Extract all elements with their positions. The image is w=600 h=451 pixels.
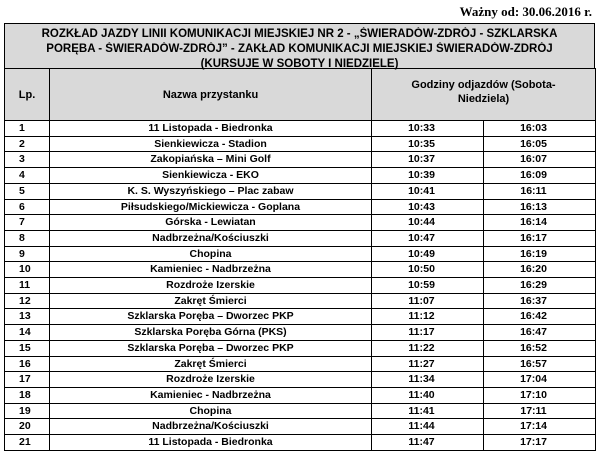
departure-time-2: 16:29 <box>484 278 596 294</box>
departure-time-2: 16:11 <box>484 183 596 199</box>
departure-time-1: 10:43 <box>372 199 484 215</box>
row-number: 4 <box>5 168 50 184</box>
departure-time-1: 10:37 <box>372 152 484 168</box>
departure-time-1: 10:33 <box>372 121 484 137</box>
stop-name: Szklarska Poręba – Dworzec PKP <box>50 340 372 356</box>
table-row <box>5 309 596 325</box>
departure-time-2: 16:07 <box>484 152 596 168</box>
timetable-table <box>4 68 596 451</box>
header-times-line-2: Niedziela) <box>457 93 510 105</box>
departure-time-2: 16:19 <box>484 246 596 262</box>
departure-time-2: 17:11 <box>484 403 596 419</box>
departure-time-2: 17:17 <box>484 435 596 451</box>
stop-name: Szklarska Poręba – Dworzec PKP <box>50 309 372 325</box>
stop-name: Szklarska Poręba Górna (PKS) <box>50 325 372 341</box>
departure-time-1: 10:47 <box>372 230 484 246</box>
table-row <box>5 121 596 137</box>
departure-time-2: 16:37 <box>484 293 596 309</box>
stop-name: 11 Listopada - Biedronka <box>50 121 372 137</box>
row-number: 5 <box>5 183 50 199</box>
table-row <box>5 325 596 341</box>
row-number: 9 <box>5 246 50 262</box>
row-number: 2 <box>5 136 50 152</box>
departure-time-1: 10:50 <box>372 262 484 278</box>
stop-name: Chopina <box>50 246 372 262</box>
table-row <box>5 199 596 215</box>
title-line-2: PORĘBA - ŚWIERADÓW-ZDRÓJ” - ZAKŁAD KOMUNIKACJI MIEJSKIEJ ŚWIERADÓW-ZDRÓJ <box>46 43 553 55</box>
departure-time-2: 17:04 <box>484 372 596 388</box>
timetable-document <box>4 23 595 451</box>
row-number: 7 <box>5 215 50 231</box>
departure-time-1: 11:17 <box>372 325 484 341</box>
table-row <box>5 215 596 231</box>
row-number: 13 <box>5 309 50 325</box>
row-number: 12 <box>5 293 50 309</box>
stop-name: Górska - Lewiatan <box>50 215 372 231</box>
departure-time-1: 11:47 <box>372 435 484 451</box>
row-number: 16 <box>5 356 50 372</box>
table-row <box>5 136 596 152</box>
stop-name: Chopina <box>50 403 372 419</box>
table-row <box>5 340 596 356</box>
table-row <box>5 293 596 309</box>
timetable-title <box>4 23 595 68</box>
row-number: 18 <box>5 387 50 403</box>
departure-time-1: 10:39 <box>372 168 484 184</box>
departure-time-1: 10:44 <box>372 215 484 231</box>
stop-name: Zakopiańska – Mini Golf <box>50 152 372 168</box>
table-row <box>5 403 596 419</box>
table-header-row <box>5 69 596 121</box>
departure-time-1: 10:59 <box>372 278 484 294</box>
departure-time-1: 10:41 <box>372 183 484 199</box>
stop-name: K. S. Wyszyńskiego – Plac zabaw <box>50 183 372 199</box>
departure-time-1: 11:27 <box>372 356 484 372</box>
departure-time-1: 11:22 <box>372 340 484 356</box>
stop-name: Rozdroże Izerskie <box>50 278 372 294</box>
valid-from-date: Ważny od: 30.06.2016 r. <box>459 4 592 19</box>
row-number: 3 <box>5 152 50 168</box>
departure-time-2: 16:13 <box>484 199 596 215</box>
row-number: 19 <box>5 403 50 419</box>
stop-name: Nadbrzeżna/Kościuszki <box>50 230 372 246</box>
stop-name: Rozdroże Izerskie <box>50 372 372 388</box>
departure-time-2: 16:14 <box>484 215 596 231</box>
stop-name: Zakręt Śmierci <box>50 293 372 309</box>
departure-time-1: 11:07 <box>372 293 484 309</box>
stop-name: Sienkiewicza - Stadion <box>50 136 372 152</box>
table-row <box>5 168 596 184</box>
title-line-1: ROZKŁAD JAZDY LINII KOMUNIKACJI MIEJSKIEJ NR 2 - „ŚWIERADÓW-ZDRÓJ - SZKLARSKA <box>41 28 558 40</box>
table-row <box>5 230 596 246</box>
stop-name: Kamieniec - Nadbrzeżna <box>50 262 372 278</box>
table-row <box>5 372 596 388</box>
table-row <box>5 387 596 403</box>
row-number: 15 <box>5 340 50 356</box>
row-number: 11 <box>5 278 50 294</box>
departure-time-2: 16:17 <box>484 230 596 246</box>
table-row <box>5 246 596 262</box>
table-row <box>5 356 596 372</box>
row-number: 21 <box>5 435 50 451</box>
header-stop-name: Nazwa przystanku <box>50 69 372 121</box>
table-row <box>5 278 596 294</box>
stop-name: Sienkiewicza - EKO <box>50 168 372 184</box>
departure-time-2: 16:52 <box>484 340 596 356</box>
row-number: 1 <box>5 121 50 137</box>
row-number: 17 <box>5 372 50 388</box>
stop-name: Zakręt Śmierci <box>50 356 372 372</box>
departure-time-2: 16:42 <box>484 309 596 325</box>
departure-time-2: 17:14 <box>484 419 596 435</box>
table-row <box>5 152 596 168</box>
row-number: 10 <box>5 262 50 278</box>
departure-time-2: 16:57 <box>484 356 596 372</box>
table-row <box>5 183 596 199</box>
row-number: 6 <box>5 199 50 215</box>
departure-time-1: 10:49 <box>372 246 484 262</box>
departure-time-1: 11:34 <box>372 372 484 388</box>
table-row <box>5 262 596 278</box>
stop-name: Nadbrzeżna/Kościuszki <box>50 419 372 435</box>
row-number: 8 <box>5 230 50 246</box>
departure-time-2: 16:05 <box>484 136 596 152</box>
header-times-line-1: Godziny odjazdów (Sobota- <box>411 79 556 91</box>
departure-time-1: 11:12 <box>372 309 484 325</box>
departure-time-1: 11:44 <box>372 419 484 435</box>
departure-time-2: 16:47 <box>484 325 596 341</box>
header-departure-times <box>372 69 596 121</box>
departure-time-1: 11:41 <box>372 403 484 419</box>
timetable-body <box>5 121 596 451</box>
departure-time-2: 17:10 <box>484 387 596 403</box>
departure-time-2: 16:03 <box>484 121 596 137</box>
stop-name: Piłsudskiego/Mickiewicza - Goplana <box>50 199 372 215</box>
stop-name: Kamieniec - Nadbrzeżna <box>50 387 372 403</box>
table-row <box>5 419 596 435</box>
departure-time-1: 11:40 <box>372 387 484 403</box>
departure-time-2: 16:09 <box>484 168 596 184</box>
stop-name: 11 Listopada - Biedronka <box>50 435 372 451</box>
row-number: 14 <box>5 325 50 341</box>
row-number: 20 <box>5 419 50 435</box>
header-lp: Lp. <box>5 69 50 121</box>
title-line-3: (KURSUJE W SOBOTY I NIEDZIELE) <box>200 58 399 70</box>
departure-time-2: 16:20 <box>484 262 596 278</box>
departure-time-1: 10:35 <box>372 136 484 152</box>
table-row <box>5 435 596 451</box>
